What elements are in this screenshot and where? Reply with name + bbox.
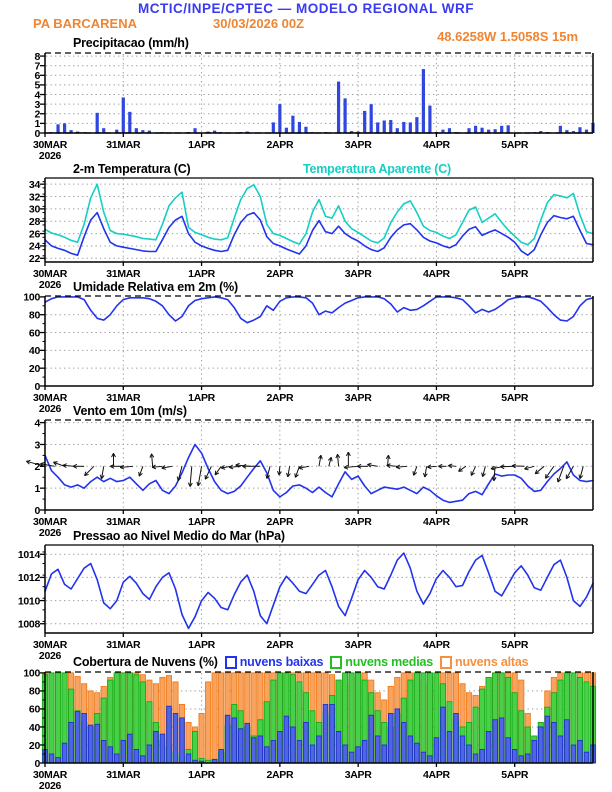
svg-text:34: 34 — [28, 178, 40, 191]
svg-text:100: 100 — [23, 291, 40, 304]
svg-text:5: 5 — [34, 79, 40, 92]
svg-text:24: 24 — [28, 240, 40, 253]
svg-text:4: 4 — [34, 417, 40, 430]
svg-text:30: 30 — [28, 203, 40, 216]
svg-text:1APR: 1APR — [188, 268, 215, 280]
svg-text:0: 0 — [34, 757, 40, 770]
svg-text:1APR: 1APR — [188, 139, 215, 151]
svg-text:4APR: 4APR — [423, 139, 450, 151]
svg-text:31MAR: 31MAR — [106, 392, 141, 404]
svg-text:30MAR: 30MAR — [32, 392, 68, 404]
svg-text:3APR: 3APR — [344, 139, 372, 151]
svg-text:31MAR: 31MAR — [106, 268, 141, 280]
svg-text:0: 0 — [34, 504, 40, 517]
svg-text:4APR: 4APR — [423, 639, 450, 651]
svg-text:30MAR: 30MAR — [32, 516, 68, 528]
svg-text:1008: 1008 — [17, 618, 40, 631]
svg-text:5APR: 5APR — [501, 139, 529, 151]
panel-title-wind: Vento em 10m (m/s) — [73, 404, 187, 418]
svg-text:32: 32 — [28, 191, 40, 204]
svg-text:31MAR: 31MAR — [106, 139, 141, 151]
svg-text:3: 3 — [34, 439, 40, 452]
svg-text:1APR: 1APR — [188, 516, 215, 528]
svg-text:28: 28 — [28, 216, 40, 229]
app-title: MCTIC/INPE/CPTEC — MODELO REGIONAL WRF — [138, 1, 474, 16]
svg-text:3APR: 3APR — [344, 769, 372, 781]
svg-text:31MAR: 31MAR — [106, 516, 141, 528]
svg-text:2APR: 2APR — [266, 639, 294, 651]
svg-text:3APR: 3APR — [344, 639, 372, 651]
svg-text:60: 60 — [28, 327, 40, 340]
svg-text:2026: 2026 — [38, 403, 62, 415]
svg-text:0: 0 — [34, 380, 40, 393]
panel-title-humidity: Umidade Relativa em 2m (%) — [73, 280, 238, 294]
svg-text:30MAR: 30MAR — [32, 639, 68, 651]
svg-text:2APR: 2APR — [266, 392, 294, 404]
svg-text:4: 4 — [34, 89, 40, 102]
svg-text:2026: 2026 — [38, 279, 62, 291]
panel-title-apparent-temperature: Temperatura Aparente (C) — [303, 162, 452, 176]
svg-text:4APR: 4APR — [423, 392, 450, 404]
svg-text:31MAR: 31MAR — [106, 639, 141, 651]
svg-text:1010: 1010 — [17, 595, 40, 608]
svg-text:1APR: 1APR — [188, 639, 215, 651]
svg-text:30MAR: 30MAR — [32, 139, 68, 151]
svg-text:3APR: 3APR — [344, 268, 372, 280]
svg-text:100: 100 — [23, 667, 40, 680]
svg-text:3APR: 3APR — [344, 516, 372, 528]
station-name: PA BARCARENA — [33, 16, 137, 31]
svg-text:30MAR: 30MAR — [32, 268, 68, 280]
svg-text:2: 2 — [34, 108, 40, 121]
svg-text:2APR: 2APR — [266, 769, 294, 781]
svg-text:7: 7 — [34, 60, 40, 73]
svg-text:31MAR: 31MAR — [106, 769, 141, 781]
legend-label-medias: nuvens medias — [345, 655, 434, 669]
svg-text:8: 8 — [34, 50, 40, 63]
svg-text:5APR: 5APR — [501, 769, 529, 781]
svg-text:2026: 2026 — [38, 150, 62, 162]
station-coordinates: 48.6258W 1.5058S 15m — [437, 29, 578, 44]
svg-text:5APR: 5APR — [501, 268, 529, 280]
svg-text:20: 20 — [28, 362, 40, 375]
svg-text:26: 26 — [28, 228, 40, 241]
model-run-datetime: 30/03/2026 00Z — [213, 16, 305, 31]
svg-text:2APR: 2APR — [266, 268, 294, 280]
svg-text:80: 80 — [28, 685, 40, 698]
svg-text:2APR: 2APR — [266, 516, 294, 528]
svg-text:20: 20 — [28, 739, 40, 752]
svg-text:0: 0 — [34, 127, 40, 140]
svg-text:1: 1 — [34, 482, 40, 495]
svg-text:4APR: 4APR — [423, 268, 450, 280]
svg-text:2026: 2026 — [38, 650, 62, 662]
panel-title-precipitation: Precipitacao (mm/h) — [73, 36, 189, 50]
svg-text:5APR: 5APR — [501, 516, 529, 528]
svg-text:6: 6 — [34, 70, 40, 83]
svg-text:1APR: 1APR — [188, 769, 215, 781]
svg-text:60: 60 — [28, 703, 40, 716]
legend-label-altas: nuvens altas — [455, 655, 529, 669]
svg-text:2026: 2026 — [38, 527, 62, 539]
panel-title-pressure: Pressao ao Nivel Medio do Mar (hPa) — [73, 529, 285, 543]
svg-text:2026: 2026 — [38, 780, 62, 792]
svg-text:3APR: 3APR — [344, 392, 372, 404]
svg-text:3: 3 — [34, 98, 40, 111]
svg-text:1012: 1012 — [17, 572, 40, 585]
svg-text:30MAR: 30MAR — [32, 769, 68, 781]
svg-text:1APR: 1APR — [188, 392, 215, 404]
svg-text:4APR: 4APR — [423, 516, 450, 528]
svg-text:1: 1 — [34, 118, 40, 131]
svg-text:2APR: 2APR — [266, 139, 294, 151]
svg-text:1014: 1014 — [17, 549, 40, 562]
panel-title-temperature: 2-m Temperatura (C) — [73, 162, 191, 176]
svg-text:2: 2 — [34, 461, 40, 474]
legend-label-baixas: nuvens baixas — [239, 655, 324, 669]
svg-text:22: 22 — [28, 253, 40, 266]
svg-text:5APR: 5APR — [501, 639, 529, 651]
svg-text:40: 40 — [28, 721, 40, 734]
svg-text:40: 40 — [28, 345, 40, 358]
svg-text:80: 80 — [28, 309, 40, 322]
svg-text:5APR: 5APR — [501, 392, 529, 404]
clouds-title-label: Cobertura de Nuvens (%) — [73, 655, 218, 669]
svg-text:4APR: 4APR — [423, 769, 450, 781]
